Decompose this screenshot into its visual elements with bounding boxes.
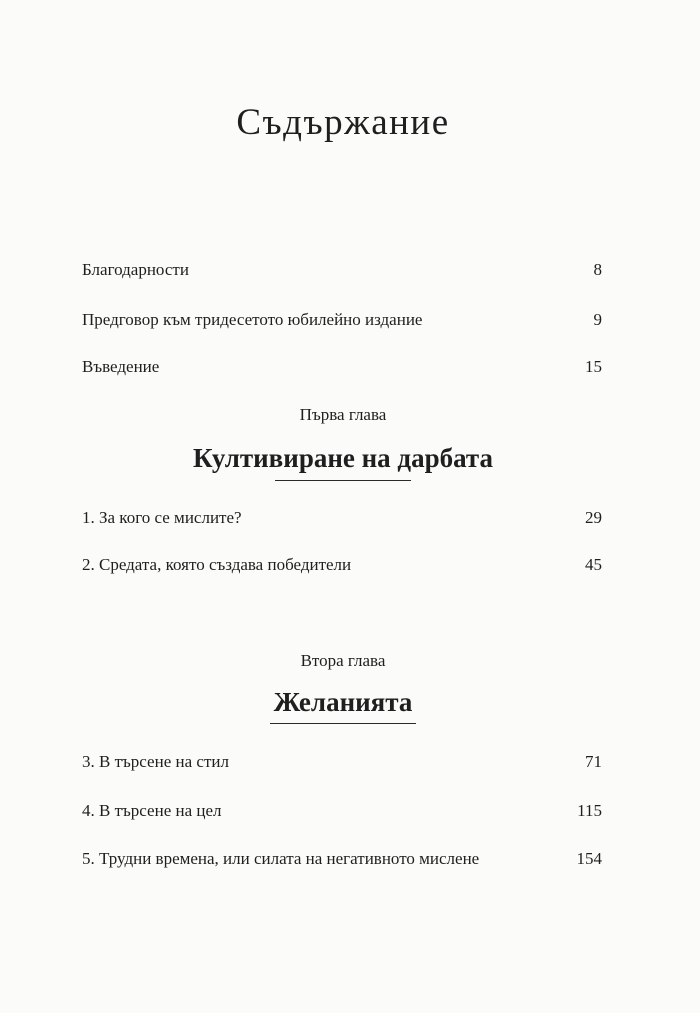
toc-entry-page: 29 (585, 508, 602, 527)
chapter-1-kicker: Първа глава (299, 405, 387, 424)
toc-entry-chapter-2-3[interactable] (82, 752, 602, 772)
toc-entry-label: 2. Средата, която създава победители (82, 555, 352, 574)
chapter-2-title[interactable]: Желанията (273, 687, 413, 717)
toc-entry-chapter-2-5[interactable] (82, 849, 602, 869)
toc-entry-page: 115 (577, 801, 602, 820)
toc-entry-label: Благодарности (82, 260, 189, 279)
toc-entry-foreword[interactable] (82, 310, 602, 330)
chapter-1-title[interactable]: Култивиране на дарбата (192, 443, 494, 473)
toc-entry-page: 9 (593, 310, 602, 329)
toc-entry-label: 1. За кого се мислите? (82, 508, 242, 527)
toc-entry-label: 5. Трудни времена, или силата на негативното мислене (82, 849, 480, 868)
chapter-1-divider (275, 480, 411, 481)
toc-entry-label: Предговор към тридесетото юбилейно издание (82, 310, 423, 329)
toc-entry-chapter-1-1[interactable] (82, 508, 602, 528)
toc-entry-label: 3. В търсене на стил (82, 752, 229, 771)
toc-entry-label: 4. В търсене на цел (82, 801, 222, 820)
toc-entry-chapter-2-4[interactable] (82, 801, 602, 821)
chapter-2-kicker: Втора глава (300, 651, 386, 670)
toc-entry-page: 45 (585, 555, 602, 574)
toc-entry-introduction[interactable] (82, 357, 602, 377)
toc-entry-page: 8 (593, 260, 602, 279)
page-title: Съдържание (236, 102, 450, 143)
toc-entry-page: 71 (585, 752, 602, 771)
toc-entry-chapter-1-2[interactable] (82, 555, 602, 575)
toc-entry-page: 15 (585, 357, 602, 376)
chapter-2-divider (270, 723, 416, 724)
toc-entry-page: 154 (576, 849, 602, 868)
toc-entry-acknowledgements[interactable] (82, 260, 602, 280)
toc-entry-label: Въведение (82, 357, 160, 376)
